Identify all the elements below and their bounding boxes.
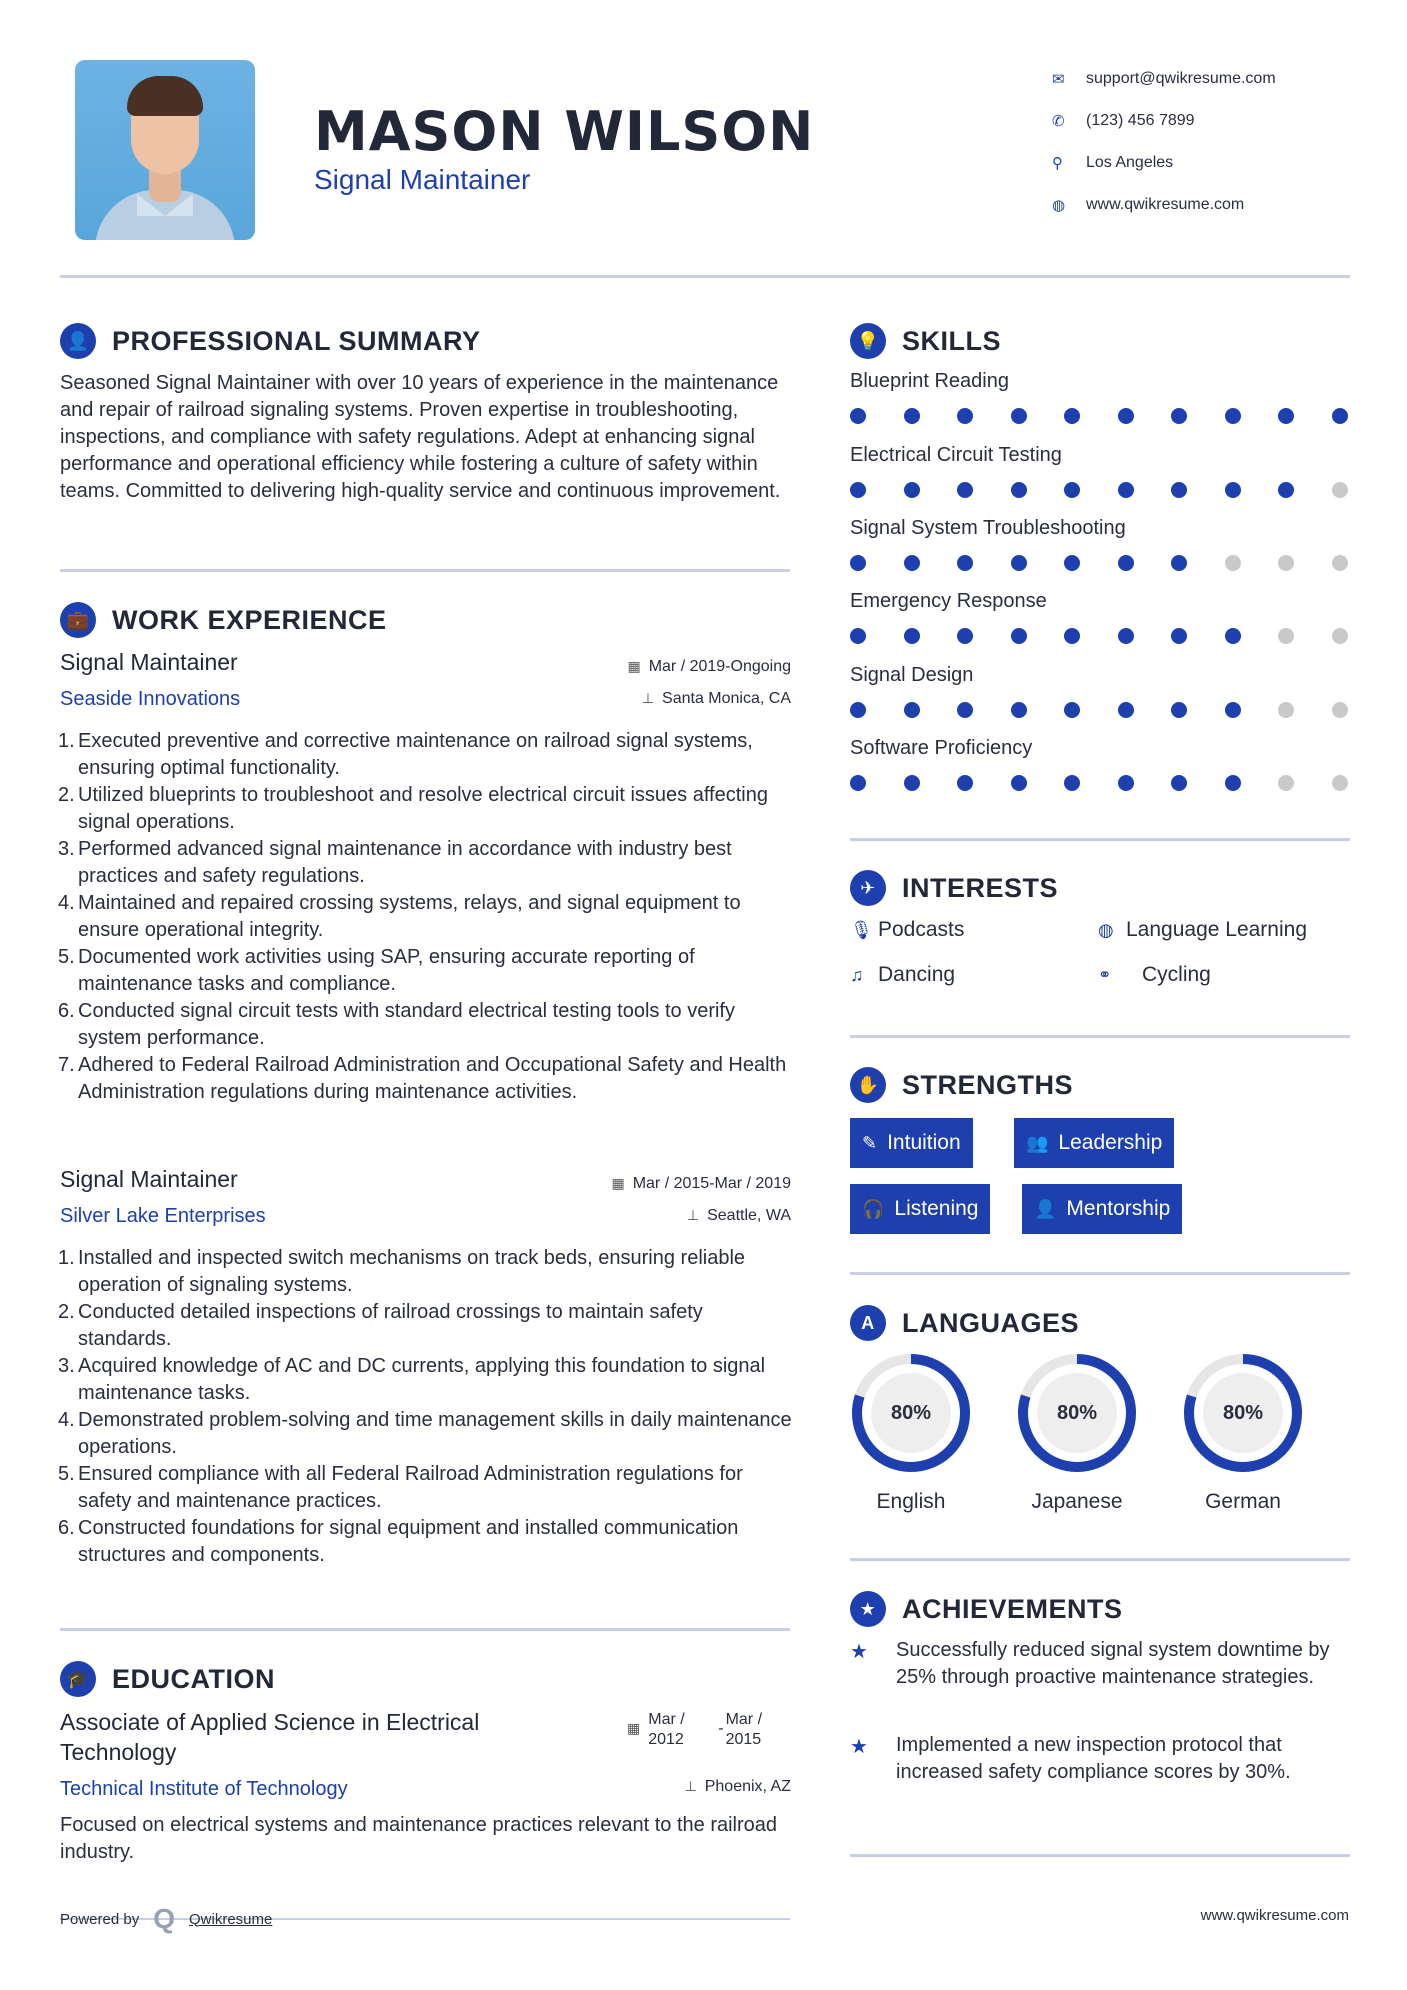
rating-dot-filled: [1225, 775, 1241, 791]
rating-dot-empty: [1332, 775, 1348, 791]
contact-website-text: www.qwikresume.com: [1086, 196, 1245, 213]
rating-dot-filled: [904, 555, 920, 571]
globe-icon: ◍: [1052, 197, 1066, 214]
rating-dot-filled: [1064, 628, 1080, 644]
rating-dot-empty: [1332, 555, 1348, 571]
rating-dot-filled: [1171, 482, 1187, 498]
interest-language-learning: ◍ Language Learning: [1098, 918, 1308, 941]
summary-title: PROFESSIONAL SUMMARY: [112, 325, 481, 356]
job-1-location: ⊥ Santa Monica, CA: [641, 690, 791, 707]
education-dates: ▦ Mar / 2012 - Mar / 2015: [627, 1711, 763, 1748]
rating-dot-filled: [1278, 408, 1294, 424]
rating-dot-filled: [1118, 482, 1134, 498]
bicycle-icon: ⚭: [1098, 967, 1112, 984]
strengths-title: STRENGTHS: [902, 1069, 1074, 1100]
list-item: 4. Demonstrated problem-solving and time management skills in daily maintenance operations.: [58, 1409, 792, 1458]
skill-item: [850, 370, 1350, 424]
skill-label: Blueprint Reading: [850, 370, 1009, 392]
skill-item: [850, 517, 1350, 571]
rating-dot-empty: [1278, 628, 1294, 644]
rating-dot-filled: [1064, 482, 1080, 498]
pin-icon: ⊥: [641, 690, 655, 706]
rating-dot-filled: [957, 408, 973, 424]
pin-icon: ⊥: [686, 1207, 700, 1223]
calendar-icon: ▦: [627, 1720, 641, 1736]
rating-dot-filled: [1225, 408, 1241, 424]
interest-dancing: ♫ Dancing: [850, 963, 956, 986]
languages-title: LANGUAGES: [902, 1307, 1080, 1338]
star-badge-icon: ★: [850, 1591, 886, 1627]
job-2-company: Silver Lake Enterprises: [60, 1205, 266, 1227]
rating-dot-filled: [957, 702, 973, 718]
paper-plane-icon: ✈: [850, 870, 886, 906]
skill-rating: [850, 555, 1348, 571]
language-item: [1182, 1352, 1304, 1514]
language-percent: 80%: [1056, 1401, 1098, 1424]
rating-dot-filled: [957, 628, 973, 644]
job-1-title: Signal Maintainer: [60, 649, 238, 675]
list-item: 2. Conducted detailed inspections of railroad crossings to maintain safety standards.: [58, 1301, 703, 1350]
rating-dot-filled: [1064, 408, 1080, 424]
rating-dot-filled: [1118, 555, 1134, 571]
rating-dot-filled: [1225, 628, 1241, 644]
candidate-name: MASON WILSON: [314, 100, 815, 163]
education-heading: [60, 1661, 275, 1697]
job-2-dates: ▦ Mar / 2015-Mar / 2019: [611, 1175, 791, 1192]
summary-divider: [60, 569, 790, 572]
contact-email-text: support@qwikresume.com: [1086, 70, 1276, 87]
skills-heading: [850, 323, 1001, 359]
footer-brand-link[interactable]: Qwikresume: [189, 1910, 273, 1928]
rating-dot-filled: [850, 408, 866, 424]
achievements-title: ACHIEVEMENTS: [902, 1593, 1123, 1624]
map-pin-icon: ⚲: [1052, 155, 1063, 172]
rating-dot-filled: [1064, 702, 1080, 718]
language-percent: 80%: [1222, 1401, 1264, 1424]
interests-title: INTERESTS: [902, 872, 1059, 903]
list-item: 1. Executed preventive and corrective maintenance on railroad signal systems, ensuring optimal functionality.: [58, 730, 753, 779]
rating-dot-filled: [1118, 408, 1134, 424]
footer-powered-by: Powered by Q Qwikresume: [60, 1903, 273, 1934]
rating-dot-filled: [1064, 555, 1080, 571]
magic-wand-icon: ✎: [862, 1132, 878, 1153]
graduation-icon: 🎓: [60, 1661, 96, 1697]
interests-divider: [850, 1035, 1350, 1038]
job-1-company: Seaside Innovations: [60, 688, 241, 710]
rating-dot-filled: [1011, 482, 1027, 498]
skills-divider: [850, 838, 1350, 841]
language-name: Japanese: [1031, 1490, 1123, 1513]
rating-dot-filled: [1225, 482, 1241, 498]
calendar-icon: ▦: [627, 658, 641, 674]
rating-dot-filled: [1171, 555, 1187, 571]
language-item: [1016, 1352, 1138, 1514]
skill-rating: [850, 408, 1348, 424]
skill-label: Electrical Circuit Testing: [850, 444, 1062, 466]
list-item: 1. Installed and inspected switch mechanisms on track beds, ensuring reliable operation of signaling systems.: [58, 1247, 746, 1296]
language-percent: 80%: [890, 1401, 932, 1424]
rating-dot-empty: [1278, 775, 1294, 791]
rating-dot-filled: [1011, 555, 1027, 571]
rating-dot-empty: [1278, 555, 1294, 571]
rating-dot-filled: [850, 628, 866, 644]
music-note-icon: ♫: [850, 964, 864, 985]
rating-dot-filled: [904, 702, 920, 718]
skill-rating: [850, 702, 1348, 718]
user-plus-icon: 👤: [1034, 1198, 1057, 1219]
strength-intuition: ✎ Intuition: [850, 1118, 973, 1168]
rating-dot-filled: [1011, 702, 1027, 718]
calendar-icon: ▦: [611, 1175, 625, 1191]
rating-dot-filled: [1225, 702, 1241, 718]
contact-location: [1052, 142, 1276, 184]
job-2-bullets: [60, 1245, 795, 1569]
rating-dot-filled: [850, 555, 866, 571]
contact-list: [1052, 58, 1276, 226]
skills-title: SKILLS: [902, 325, 1002, 356]
list-item: 5. Documented work activities using SAP, ensuring accurate reporting of maintenance tasks and compliance.: [58, 946, 695, 995]
rating-dot-filled: [1064, 775, 1080, 791]
achievement-item: ★ Implemented a new inspection protocol that increased safety compliance scores by 30%.: [850, 1734, 1291, 1783]
rating-dot-filled: [1278, 482, 1294, 498]
rating-dot-filled: [1332, 408, 1348, 424]
education-title: EDUCATION: [112, 1663, 275, 1694]
summary-text: Seasoned Signal Maintainer with over 10 years of experience in the maintenance and repair of railroad signaling systems. Proven expertise in troubleshooting, inspections, and compliance with safety regulations. Adept at enhancing signal performance and operational efficiency while fostering a culture of safety within teams. Committed to delivering high-quality service and continuous improvement.: [60, 372, 781, 502]
hand-icon: ✋: [850, 1067, 886, 1103]
user-icon: 👤: [60, 323, 96, 359]
rating-dot-empty: [1332, 628, 1348, 644]
experience-heading: [60, 602, 387, 638]
language-name: English: [876, 1490, 946, 1513]
strengths-divider: [850, 1272, 1350, 1275]
language-icon: A: [850, 1305, 886, 1341]
rating-dot-filled: [1011, 408, 1027, 424]
candidate-role: Signal Maintainer: [314, 164, 531, 195]
list-item: 5. Ensured compliance with all Federal Railroad Administration regulations for safety and maintenance practices.: [58, 1463, 743, 1512]
header-divider: [60, 275, 1350, 278]
list-item: 3. Acquired knowledge of AC and DC currents, applying this foundation to signal maintenance tasks.: [58, 1355, 766, 1404]
rating-dot-filled: [1011, 628, 1027, 644]
rating-dot-filled: [957, 482, 973, 498]
briefcase-icon: 💼: [60, 602, 96, 638]
rating-dot-empty: [1225, 555, 1241, 571]
language-name: German: [1205, 1490, 1281, 1513]
rating-dot-filled: [850, 702, 866, 718]
skill-item: [850, 737, 1350, 791]
skill-label: Signal System Troubleshooting: [850, 517, 1126, 539]
education-location: ⊥ Phoenix, AZ: [684, 1778, 791, 1795]
rating-dot-filled: [957, 555, 973, 571]
strength-mentorship: 👤 Mentorship: [1022, 1184, 1182, 1234]
rating-dot-filled: [1118, 702, 1134, 718]
achievements-divider: [850, 1854, 1350, 1857]
job-1-bullets: [60, 728, 795, 1106]
strength-listening: 🎧 Listening: [850, 1184, 990, 1234]
skill-label: Emergency Response: [850, 590, 1047, 612]
achievement-item: ★ Successfully reduced signal system downtime by 25% through proactive maintenance strategies.: [850, 1639, 1330, 1688]
qwikresume-logo-icon: Q: [153, 1903, 175, 1934]
pin-icon: ⊥: [684, 1778, 697, 1794]
rating-dot-filled: [904, 628, 920, 644]
star-icon: ★: [850, 1736, 868, 1758]
rating-dot-filled: [1118, 628, 1134, 644]
rating-dot-filled: [904, 775, 920, 791]
contact-location-text: Los Angeles: [1086, 154, 1174, 171]
list-item: 7. Adhered to Federal Railroad Administration and Occupational Safety and Health Administration regulations during maintenance activities.: [58, 1054, 787, 1103]
interest-cycling: ⚭ Cycling: [1098, 963, 1211, 986]
summary-heading: [60, 323, 481, 359]
globe-icon: ◍: [1098, 919, 1114, 940]
achievements-heading: [850, 1591, 1123, 1627]
rating-dot-filled: [904, 482, 920, 498]
rating-dot-filled: [1171, 628, 1187, 644]
skill-item: [850, 590, 1350, 644]
education-description: Focused on electrical systems and maintenance practices relevant to the railroad industry.: [60, 1814, 778, 1863]
rating-dot-empty: [1278, 702, 1294, 718]
job-2-location: ⊥ Seattle, WA: [686, 1207, 791, 1224]
list-item: 4. Maintained and repaired crossing systems, relays, and signal equipment to ensure operational integrity.: [58, 892, 741, 941]
rating-dot-filled: [1118, 775, 1134, 791]
rating-dot-filled: [1171, 408, 1187, 424]
footer-website[interactable]: www.qwikresume.com: [1200, 1907, 1349, 1924]
skill-item: [850, 664, 1350, 718]
headphones-icon: 🎧: [862, 1198, 885, 1219]
lightbulb-icon: 💡: [850, 323, 886, 359]
contact-phone[interactable]: [1052, 100, 1276, 142]
interests-heading: [850, 870, 1058, 906]
microphone-icon: 🎙: [850, 919, 873, 940]
rating-dot-filled: [850, 482, 866, 498]
languages-heading: [850, 1305, 1079, 1341]
education-degree: Associate of Applied Science in Electrical Technology: [60, 1709, 480, 1765]
experience-divider: [60, 1628, 790, 1631]
list-item: 6. Conducted signal circuit tests with standard electrical testing tools to verify system performance.: [58, 1000, 735, 1049]
job-2-title: Signal Maintainer: [60, 1166, 238, 1192]
language-item: [850, 1352, 972, 1514]
rating-dot-filled: [904, 408, 920, 424]
profile-photo: [75, 60, 255, 240]
contact-email[interactable]: [1052, 58, 1276, 100]
strengths-heading: [850, 1067, 1073, 1103]
rating-dot-filled: [1171, 775, 1187, 791]
job-1-dates: ▦ Mar / 2019-Ongoing: [627, 658, 791, 675]
contact-website[interactable]: [1052, 184, 1276, 226]
skill-item: [850, 444, 1350, 498]
rating-dot-filled: [957, 775, 973, 791]
interest-podcasts: 🎙 Podcasts: [850, 918, 965, 941]
skill-label: Signal Design: [850, 664, 974, 686]
education-school: Technical Institute of Technology: [60, 1778, 348, 1800]
list-item: 3. Performed advanced signal maintenance in accordance with industry best practices and safety regulations.: [58, 838, 732, 887]
skill-rating: [850, 628, 1348, 644]
skill-label: Software Proficiency: [850, 737, 1033, 759]
list-item: 2. Utilized blueprints to troubleshoot and resolve electrical circuit issues affecting signal operations.: [58, 784, 768, 833]
list-item: 6. Constructed foundations for signal equipment and installed communication structures and components.: [58, 1517, 739, 1566]
rating-dot-filled: [850, 775, 866, 791]
rating-dot-filled: [1011, 775, 1027, 791]
phone-icon: ✆: [1052, 113, 1065, 130]
envelope-icon: ✉: [1052, 71, 1065, 88]
languages-divider: [850, 1558, 1350, 1561]
users-icon: 👥: [1026, 1132, 1049, 1153]
rating-dot-filled: [1171, 702, 1187, 718]
strength-leadership: 👥 Leadership: [1014, 1118, 1174, 1168]
experience-title: WORK EXPERIENCE: [112, 604, 387, 635]
contact-phone-text: (123) 456 7899: [1086, 112, 1195, 129]
rating-dot-empty: [1332, 702, 1348, 718]
skill-rating: [850, 775, 1348, 791]
star-icon: ★: [850, 1641, 868, 1663]
skill-rating: [850, 482, 1348, 498]
rating-dot-empty: [1332, 482, 1348, 498]
